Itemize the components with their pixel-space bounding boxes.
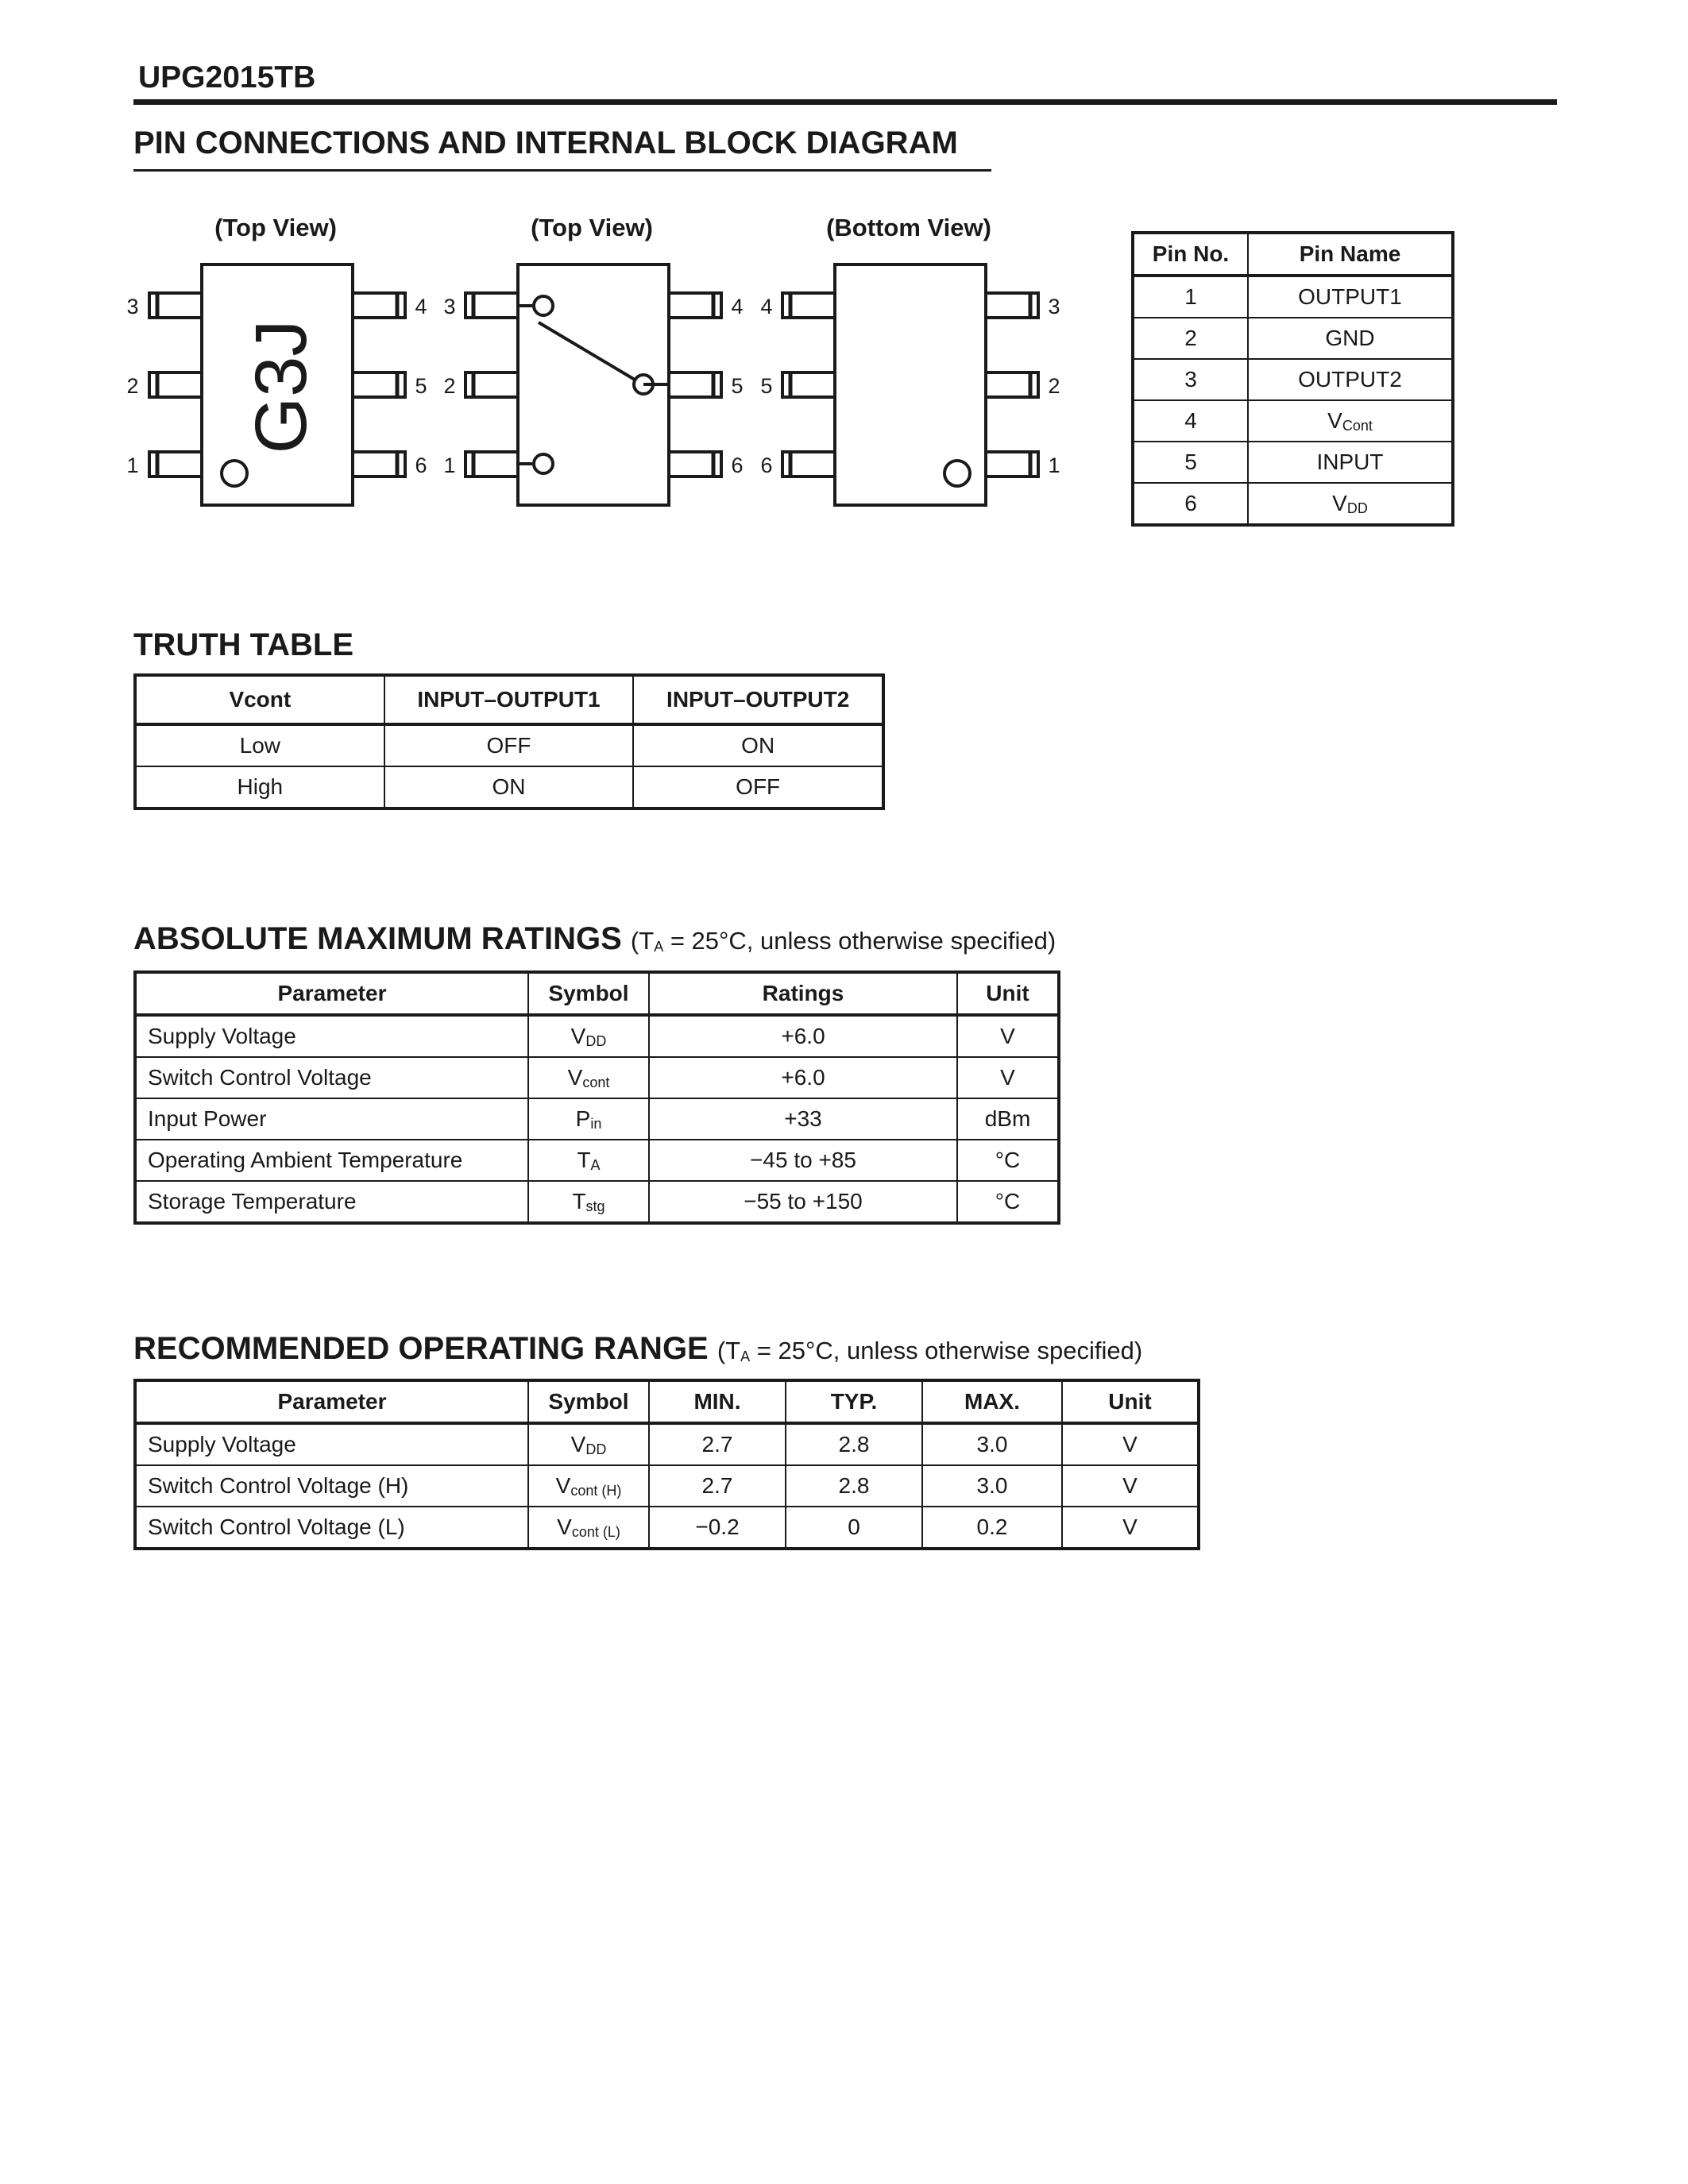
symbol-cell: Vcont bbox=[528, 1057, 649, 1098]
parameter-cell: Storage Temperature bbox=[135, 1181, 528, 1223]
pin-no: 5 bbox=[1133, 442, 1248, 483]
abs-max-header: Symbol bbox=[528, 972, 649, 1015]
table-row bbox=[135, 1465, 1199, 1507]
pin-number: 5 bbox=[760, 374, 773, 398]
pin-number: 1 bbox=[126, 453, 139, 477]
pin-table-header: Pin No. bbox=[1133, 233, 1248, 276]
table-row bbox=[1133, 442, 1453, 483]
unit-cell: °C bbox=[957, 1181, 1059, 1223]
abs-max-table bbox=[133, 970, 1060, 1225]
min-cell: 2.7 bbox=[649, 1465, 786, 1507]
pin1-index-mark-1 bbox=[222, 461, 247, 486]
pin-connections-underline bbox=[133, 169, 991, 172]
rec-op-header: Unit bbox=[1062, 1380, 1199, 1423]
rec-op-title bbox=[133, 1331, 1142, 1367]
unit-cell: V bbox=[957, 1015, 1059, 1057]
truth-table-header: INPUT–OUTPUT1 bbox=[384, 675, 634, 724]
unit-cell: V bbox=[1062, 1507, 1199, 1549]
rating-cell: −45 to +85 bbox=[649, 1140, 957, 1181]
rating-cell: +6.0 bbox=[649, 1015, 957, 1057]
parameter-cell: Operating Ambient Temperature bbox=[135, 1140, 528, 1181]
truth-table-title: TRUTH TABLE bbox=[133, 627, 353, 662]
rec-op-header: Parameter bbox=[135, 1380, 528, 1423]
pin-name: INPUT bbox=[1248, 442, 1453, 483]
view-label-1: (Top View) bbox=[214, 214, 337, 241]
abs-max-header: Ratings bbox=[649, 972, 957, 1015]
abs-max-header: Unit bbox=[957, 972, 1059, 1015]
pin-number: 6 bbox=[760, 453, 773, 477]
typ-cell: 2.8 bbox=[786, 1423, 922, 1465]
typ-cell: 0 bbox=[786, 1507, 922, 1549]
symbol-cell: Tstg bbox=[528, 1181, 649, 1223]
rec-op-title-text: RECOMMENDED OPERATING RANGE bbox=[133, 1331, 709, 1366]
pin-no: 4 bbox=[1133, 400, 1248, 442]
pin1-index-mark-3 bbox=[944, 461, 970, 486]
table-cell: ON bbox=[384, 766, 634, 808]
max-cell: 3.0 bbox=[922, 1423, 1062, 1465]
table-cell: OFF bbox=[384, 724, 634, 766]
unit-cell: V bbox=[1062, 1465, 1199, 1507]
pin-no: 1 bbox=[1133, 276, 1248, 318]
table-cell: ON bbox=[633, 724, 883, 766]
pin-number: 6 bbox=[731, 453, 744, 477]
pin-number: 6 bbox=[415, 453, 427, 477]
pin-number: 2 bbox=[443, 374, 456, 398]
abs-max-title-text: ABSOLUTE MAXIMUM RATINGS bbox=[133, 921, 622, 956]
table-row bbox=[135, 1423, 1199, 1465]
parameter-cell: Switch Control Voltage (L) bbox=[135, 1507, 528, 1549]
rec-op-header: MIN. bbox=[649, 1380, 786, 1423]
table-row bbox=[135, 724, 883, 766]
symbol-cell: Vcont (L) bbox=[528, 1507, 649, 1549]
pin-no: 2 bbox=[1133, 318, 1248, 359]
pin-connections-title: PIN CONNECTIONS AND INTERNAL BLOCK DIAGRAM bbox=[133, 125, 958, 160]
pin-number: 5 bbox=[731, 374, 744, 398]
pin-name: VCont bbox=[1248, 400, 1453, 442]
typ-cell: 2.8 bbox=[786, 1465, 922, 1507]
pin-name: GND bbox=[1248, 318, 1453, 359]
parameter-cell: Input Power bbox=[135, 1098, 528, 1140]
pin-name: VDD bbox=[1248, 483, 1453, 525]
abs-max-title bbox=[133, 921, 1056, 957]
pin-name: OUTPUT2 bbox=[1248, 359, 1453, 400]
rec-op-table bbox=[133, 1379, 1200, 1550]
table-row bbox=[135, 1140, 1059, 1181]
pin-number: 1 bbox=[1048, 453, 1060, 477]
table-row bbox=[1133, 276, 1453, 318]
symbol-cell: VDD bbox=[528, 1015, 649, 1057]
abs-max-condition: (TA = 25°C, unless otherwise specified) bbox=[630, 927, 1056, 955]
max-cell: 3.0 bbox=[922, 1465, 1062, 1507]
parameter-cell: Switch Control Voltage bbox=[135, 1057, 528, 1098]
pin-number: 4 bbox=[415, 295, 427, 318]
symbol-cell: TA bbox=[528, 1140, 649, 1181]
package-body-3 bbox=[835, 264, 986, 505]
package-diagrams bbox=[119, 254, 1072, 516]
table-cell: OFF bbox=[633, 766, 883, 808]
unit-cell: dBm bbox=[957, 1098, 1059, 1140]
rec-op-header: TYP. bbox=[786, 1380, 922, 1423]
unit-cell: °C bbox=[957, 1140, 1059, 1181]
rating-cell: +6.0 bbox=[649, 1057, 957, 1098]
page-header-title: UPG2015TB bbox=[138, 60, 316, 95]
pin-number: 1 bbox=[443, 453, 456, 477]
symbol-cell: Vcont (H) bbox=[528, 1465, 649, 1507]
pin-no: 6 bbox=[1133, 483, 1248, 525]
pin-number: 2 bbox=[1048, 374, 1060, 398]
table-row bbox=[1133, 400, 1453, 442]
max-cell: 0.2 bbox=[922, 1507, 1062, 1549]
table-row bbox=[135, 1015, 1059, 1057]
abs-max-header: Parameter bbox=[135, 972, 528, 1015]
symbol-cell: Pin bbox=[528, 1098, 649, 1140]
pin-name: OUTPUT1 bbox=[1248, 276, 1453, 318]
rec-op-header: Symbol bbox=[528, 1380, 649, 1423]
pin-number: 3 bbox=[443, 295, 456, 318]
rating-cell: −55 to +150 bbox=[649, 1181, 957, 1223]
table-row bbox=[135, 766, 883, 808]
rating-cell: +33 bbox=[649, 1098, 957, 1140]
table-row bbox=[1133, 318, 1453, 359]
pin-number: 4 bbox=[760, 295, 773, 318]
parameter-cell: Supply Voltage bbox=[135, 1423, 528, 1465]
truth-table-header: Vcont bbox=[135, 675, 384, 724]
table-row bbox=[135, 1057, 1059, 1098]
table-cell: Low bbox=[135, 724, 384, 766]
table-row bbox=[1133, 483, 1453, 525]
truth-table-header: INPUT–OUTPUT2 bbox=[633, 675, 883, 724]
pin-number: 4 bbox=[731, 295, 744, 318]
min-cell: −0.2 bbox=[649, 1507, 786, 1549]
view-label-3: (Bottom View) bbox=[826, 214, 991, 241]
pin-number: 3 bbox=[126, 295, 139, 318]
header-rule bbox=[133, 99, 1557, 105]
package-marking: G3J bbox=[241, 319, 322, 454]
pin-number: 2 bbox=[126, 374, 139, 398]
pin-number: 5 bbox=[415, 374, 427, 398]
pin-number: 3 bbox=[1048, 295, 1060, 318]
unit-cell: V bbox=[957, 1057, 1059, 1098]
pin-no: 3 bbox=[1133, 359, 1248, 400]
switch-arm bbox=[539, 322, 635, 380]
parameter-cell: Supply Voltage bbox=[135, 1015, 528, 1057]
rec-op-header: MAX. bbox=[922, 1380, 1062, 1423]
view-label-2: (Top View) bbox=[531, 214, 653, 241]
table-row bbox=[135, 1098, 1059, 1140]
table-row bbox=[1133, 359, 1453, 400]
table-row bbox=[135, 1181, 1059, 1223]
table-row bbox=[135, 1507, 1199, 1549]
rec-op-condition: (TA = 25°C, unless otherwise specified) bbox=[717, 1337, 1143, 1364]
pin-table-header: Pin Name bbox=[1248, 233, 1453, 276]
pin-table bbox=[1131, 231, 1454, 527]
truth-table bbox=[133, 673, 885, 810]
symbol-cell: VDD bbox=[528, 1423, 649, 1465]
unit-cell: V bbox=[1062, 1423, 1199, 1465]
min-cell: 2.7 bbox=[649, 1423, 786, 1465]
parameter-cell: Switch Control Voltage (H) bbox=[135, 1465, 528, 1507]
table-cell: High bbox=[135, 766, 384, 808]
